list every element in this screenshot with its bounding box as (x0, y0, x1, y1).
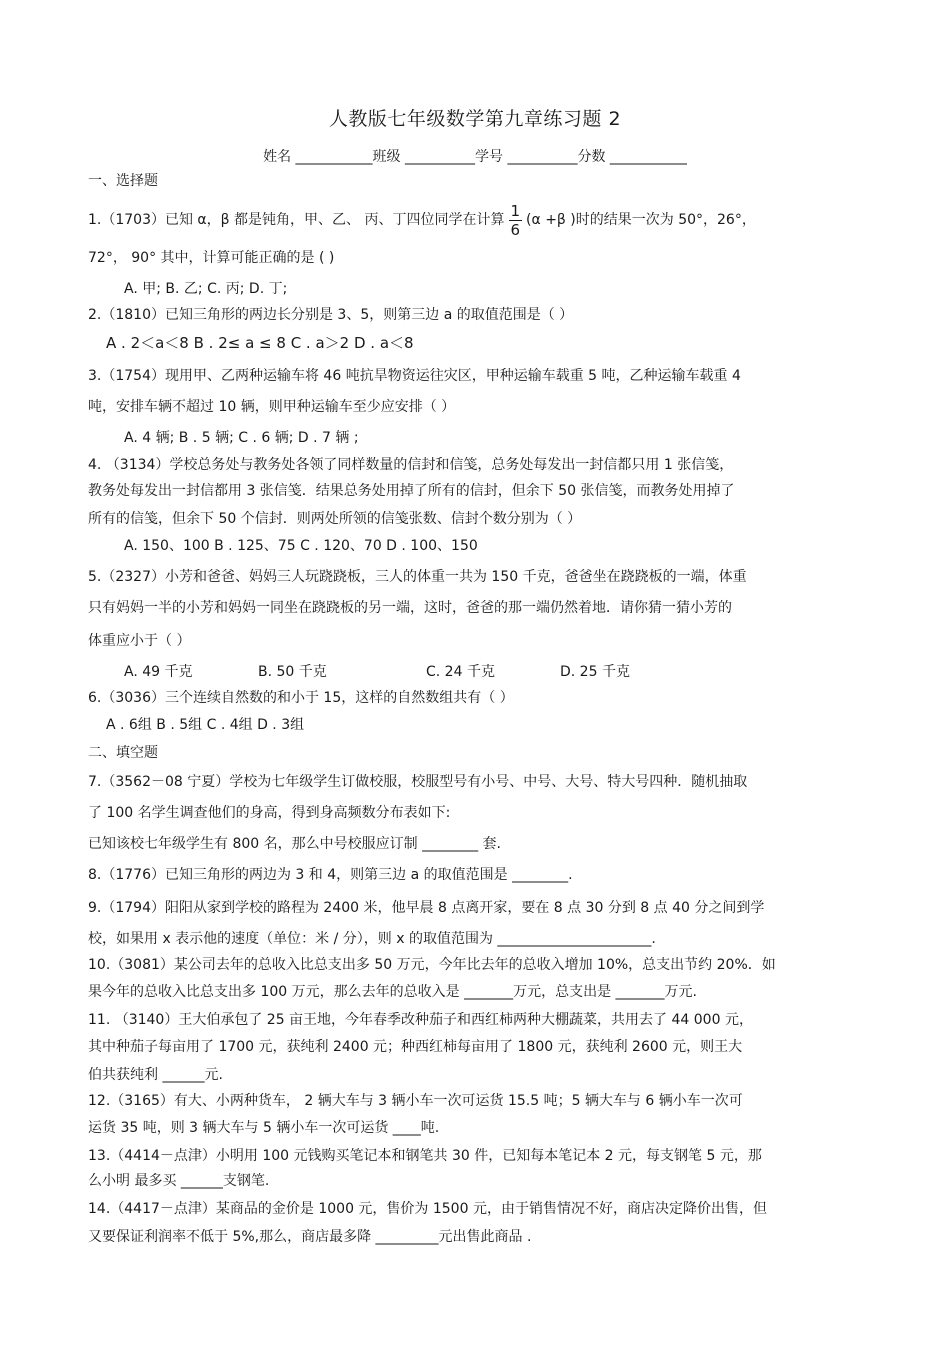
question-4-line-1: 4. （3134）学校总务处与教务处各领了同样数量的信封和信笺，总务处每发出一封信都只用 1 张信笺， (88, 457, 734, 473)
question-5-line-1: 5.（2327）小芳和爸爸、妈妈三人玩跷跷板，三人的体重一共为 150 千克，爸爸坐在跷跷板的一端，体重 (88, 569, 747, 585)
question-4-line-3: 所有的信笺，但余下 50 个信封．则两处所领的信笺张数、信封个数分别为（ ） (88, 511, 582, 527)
question-1-options: A. 甲; B. 乙; C. 丙; D. 丁; (124, 281, 288, 297)
question-5-line-2: 只有妈妈一半的小芳和妈妈一同坐在跷跷板的另一端，这时，爸爸的那一端仍然着地．请你猜一猜小芳的 (88, 600, 732, 616)
question-5-option-c: C. 24 千克 (426, 664, 495, 680)
question-12-line-1: 12.（3165）有大、小两种货车， 2 辆大车与 3 辆小车一次可运货 15.5 吨；5 辆大车与 6 辆小车一次可 (88, 1093, 743, 1109)
question-12-line-2: 运货 35 吨，则 3 辆大车与 5 辆小车一次可运货 ____吨. (88, 1120, 440, 1136)
question-1-stem: 1.（1703）已知 α，β 都是钝角，甲、乙、 丙、丁四位同学在计算 (88, 212, 505, 228)
question-5-line-3: 体重应小于（ ） (88, 633, 191, 649)
question-11-line-3: 伯共获纯利 ______元. (88, 1067, 223, 1083)
question-13-line-1: 13.（4414－点津）小明用 100 元钱购买笔记本和钢笔共 30 件，已知每本笔记本 2 元，每支钢笔 5 元，那 (88, 1148, 762, 1164)
question-3-line-2: 吨，安排车辆不超过 10 辆，则甲种运输车至少应安排（ ） (88, 399, 456, 415)
fraction-numerator: 1 (510, 201, 521, 220)
fraction-one-sixth (509, 202, 523, 239)
question-6-options: A . 6组 B . 5组 C . 4组 D . 3组 (106, 717, 305, 733)
question-3-line-1: 3.（1754）现用甲、乙两种运输车将 46 吨抗旱物资运往灾区，甲种运输车载重 5 吨，乙种运输车载重 4 (88, 368, 741, 384)
question-9-line-1: 9.（1794）阳阳从家到学校的路程为 2400 米，他早晨 8 点离开家，要在 8 点 30 分到 8 点 40 分之间到学 (88, 900, 765, 916)
question-4-options: A. 150、100 B . 125、75 C . 120、70 D . 100、150 (124, 538, 478, 554)
question-9-line-2: 校，如果用 x 表示他的速度（单位：米 / 分），则 x 的取值范围为 ______________________. (88, 931, 656, 947)
question-2-stem: 2.（1810）已知三角形的两边长分别是 3、5，则第三边 a 的取值范围是（ ） (88, 307, 574, 323)
question-1-line-2: 72°， 90° 其中，计算可能正确的是 ( ) (88, 250, 335, 266)
question-7-line-2: 了 100 名学生调查他们的身高，得到身高频数分布表如下: (88, 805, 451, 821)
question-14-line-1: 14.（4417－点津）某商品的金价是 1000 元，售价为 1500 元，由于销售情况不好，商店决定降价出售，但 (88, 1201, 767, 1217)
question-2-options: A . 2＜a＜8 B . 2≤ a ≤ 8 C . a＞2 D . a＜8 (106, 334, 414, 352)
question-10-line-1: 10.（3081）某公司去年的总收入比总支出多 50 万元，今年比去年的总收入增加 10%，总支出节约 20%．如 (88, 957, 776, 973)
question-6-stem: 6.（3036）三个连续自然数的和小于 15，这样的自然数组共有（ ） (88, 690, 514, 706)
section-heading-choice: 一、选择题 (88, 173, 158, 189)
question-3-options: A. 4 辆; B . 5 辆; C . 6 辆; D . 7 辆 ; (124, 430, 359, 446)
question-10-line-2: 果今年的总收入比总支出多 100 万元，那么去年的总收入是 _______万元，总支出是 _______万元. (88, 984, 697, 1000)
question-1-line-1 (88, 200, 863, 240)
question-11-line-1: 11. （3140）王大伯承包了 25 亩王地，今年春季改种茄子和西红柿两种大棚蔬菜，共用去了 44 000 元， (88, 1012, 753, 1028)
page-title: 人教版七年级数学第九章练习题 2 (328, 108, 622, 130)
section-heading-fill: 二、填空题 (88, 745, 158, 761)
question-8-stem: 8.（1776）已知三角形的两边为 3 和 4，则第三边 a 的取值范围是 ________. (88, 867, 573, 883)
question-11-line-2: 其中种茄子每亩用了 1700 元，获纯利 2400 元；种西红柿每亩用了 1800 元，获纯利 2600 元，则王大 (88, 1039, 743, 1055)
question-5-option-a: A. 49 千克 (124, 664, 193, 680)
student-info-line: 姓名 ___________班级 __________学号 __________分数 ___________ (263, 149, 687, 165)
question-5-option-d: D. 25 千克 (560, 664, 630, 680)
question-7-line-1: 7.（3562－08 宁夏）学校为七年级学生订做校服，校服型号有小号、中号、大号、特大号四种．随机抽取 (88, 774, 748, 790)
question-13-line-2: 么小明 最多买 ______支钢笔. (88, 1173, 270, 1189)
fraction-denominator: 6 (510, 220, 521, 239)
question-5-option-b: B. 50 千克 (258, 664, 327, 680)
question-1-stem-tail: (α +β )时的结果一次为 50°，26°， (526, 212, 756, 228)
question-14-line-2: 又要保证利润率不低于 5%,那么，商店最多降 _________元出售此商品 . (88, 1229, 532, 1245)
question-7-line-3: 已知该校七年级学生有 800 名，那么中号校服应订制 ________ 套. (88, 836, 501, 852)
question-4-line-2: 教务处每发出一封信都用 3 张信笺．结果总务处用掉了所有的信封，但余下 50 张信笺，而教务处用掉了 (88, 483, 735, 499)
